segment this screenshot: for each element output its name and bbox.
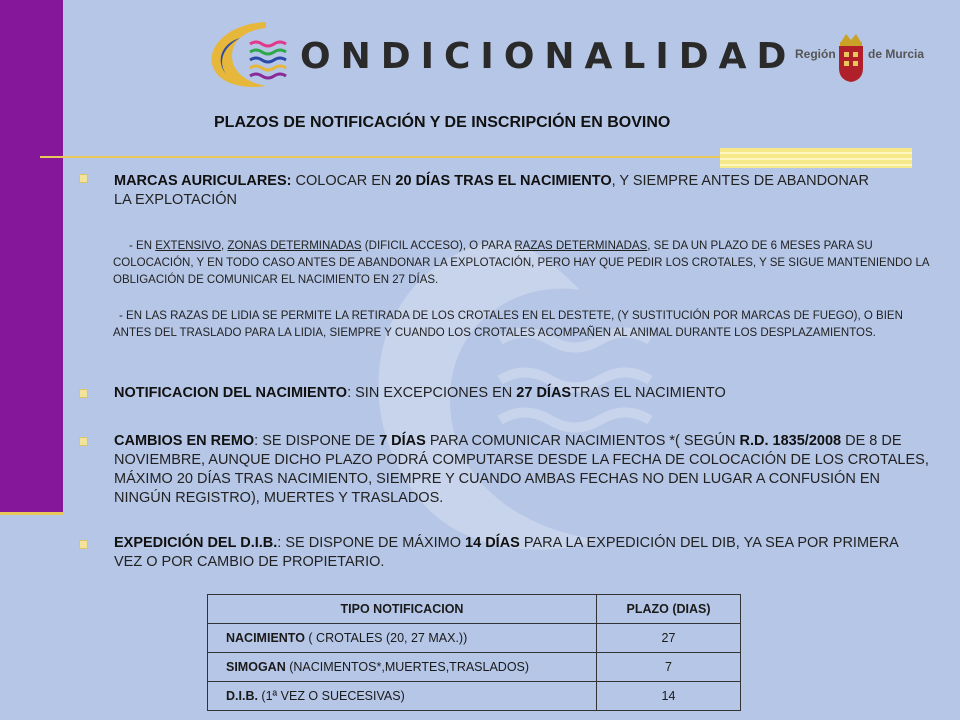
bullet-icon — [79, 389, 88, 398]
table-row — [208, 653, 741, 682]
table-header: TIPO NOTIFICACION — [208, 595, 597, 624]
table-row — [208, 682, 741, 711]
table-header: PLAZO (DIAS) — [597, 595, 741, 624]
table-cell: 27 — [597, 624, 741, 653]
table-cell: 14 — [597, 682, 741, 711]
table-cell: D.I.B. (1ª VEZ O SUECESIVAS) — [208, 682, 597, 711]
sub-extensivo: - EN EXTENSIVO, ZONAS DETERMINADAS (DIFICIL ACCESO), O PARA RAZAS DETERMINADAS, SE DA UN PLAZO DE 6 MESES PARA SU COLOCACIÓN, Y EN TODO CASO ANTES DE ABANDONAR LA EXPLOTACIÓN, PERO HAY QUE PEDIR LOS CROTALES, Y SE SIGUE MANTENIENDO LA OBLIGACIÓN DE COMUNICAR EL NACIMIENTO EN 27 DÍAS. — [113, 240, 929, 286]
item-cambios: CAMBIOS EN REMO: SE DISPONE DE 7 DÍAS PARA COMUNICAR NACIMIENTOS *( SEGÚN R.D. 1835/2008 DE 8 DE NOVIEMBRE, AUNQUE DICHO PLAZO PODRÁ COMPUTARSE DESDE LA FECHA DE COLOCACIÓN DE LOS CROTALES, MÁXIMO 20 DÍAS TRAS NACIMIENTO, SIEMPRE Y CUANDO AMBAS FECHAS NO DEN LUGAR A CONFUSIÓN EN NINGÚN REGISTRO), MUERTES Y TRASLADOS. — [114, 433, 929, 506]
table-cell: 7 — [597, 653, 741, 682]
bullet-icon — [79, 174, 88, 183]
region-label: Región — [795, 47, 836, 61]
page-title: PLAZOS DE NOTIFICACIÓN Y DE INSCRIPCIÓN EN BOVINO — [214, 114, 671, 131]
item-notificacion: NOTIFICACION DEL NACIMIENTO: SIN EXCEPCIONES EN 27 DÍASTRAS EL NACIMIENTO — [114, 385, 726, 401]
decorative-bar — [720, 148, 912, 168]
table-cell: SIMOGAN (NACIMENTOS*,MUERTES,TRASLADOS) — [208, 653, 597, 682]
sidebar-band — [0, 0, 63, 512]
murcia-coat-of-arms-icon — [836, 30, 866, 84]
bullet-icon — [79, 540, 88, 549]
plazos-table — [207, 594, 741, 711]
sidebar-underline — [0, 512, 63, 515]
item-marcas: MARCAS AURICULARES: COLOCAR EN 20 DÍAS TRAS EL NACIMIENTO, Y SIEMPRE ANTES DE ABANDONAR LA EXPLOTACIÓN — [114, 173, 869, 208]
item-expedicion: EXPEDICIÓN DEL D.I.B.: SE DISPONE DE MÁXIMO 14 DÍAS PARA LA EXPEDICIÓN DEL DIB, YA SEA POR PRIMERA VEZ O POR CAMBIO DE PROPIETARIO. — [114, 535, 899, 570]
sub-lidia: - EN LAS RAZAS DE LIDIA SE PERMITE LA RETIRADA DE LOS CROTALES EN EL DESTETE, (Y SUSTITUCIÓN POR MARCAS DE FUEGO), O BIEN ANTES DEL TRASLADO PARA LA LIDIA, SIEMPRE Y CUANDO LOS CROTALES ACOMPAÑEN AL ANIMAL DURANTE LOS DESPLAZAMIENTOS. — [113, 310, 903, 339]
logo-wordmark: ONDICIONALIDAD — [300, 36, 797, 77]
region-label-2: de Murcia — [868, 47, 925, 61]
table-cell: NACIMIENTO ( CROTALES (20, 27 MAX.)) — [208, 624, 597, 653]
table-row — [208, 624, 741, 653]
bullet-icon — [79, 437, 88, 446]
table-header-row — [208, 595, 741, 624]
